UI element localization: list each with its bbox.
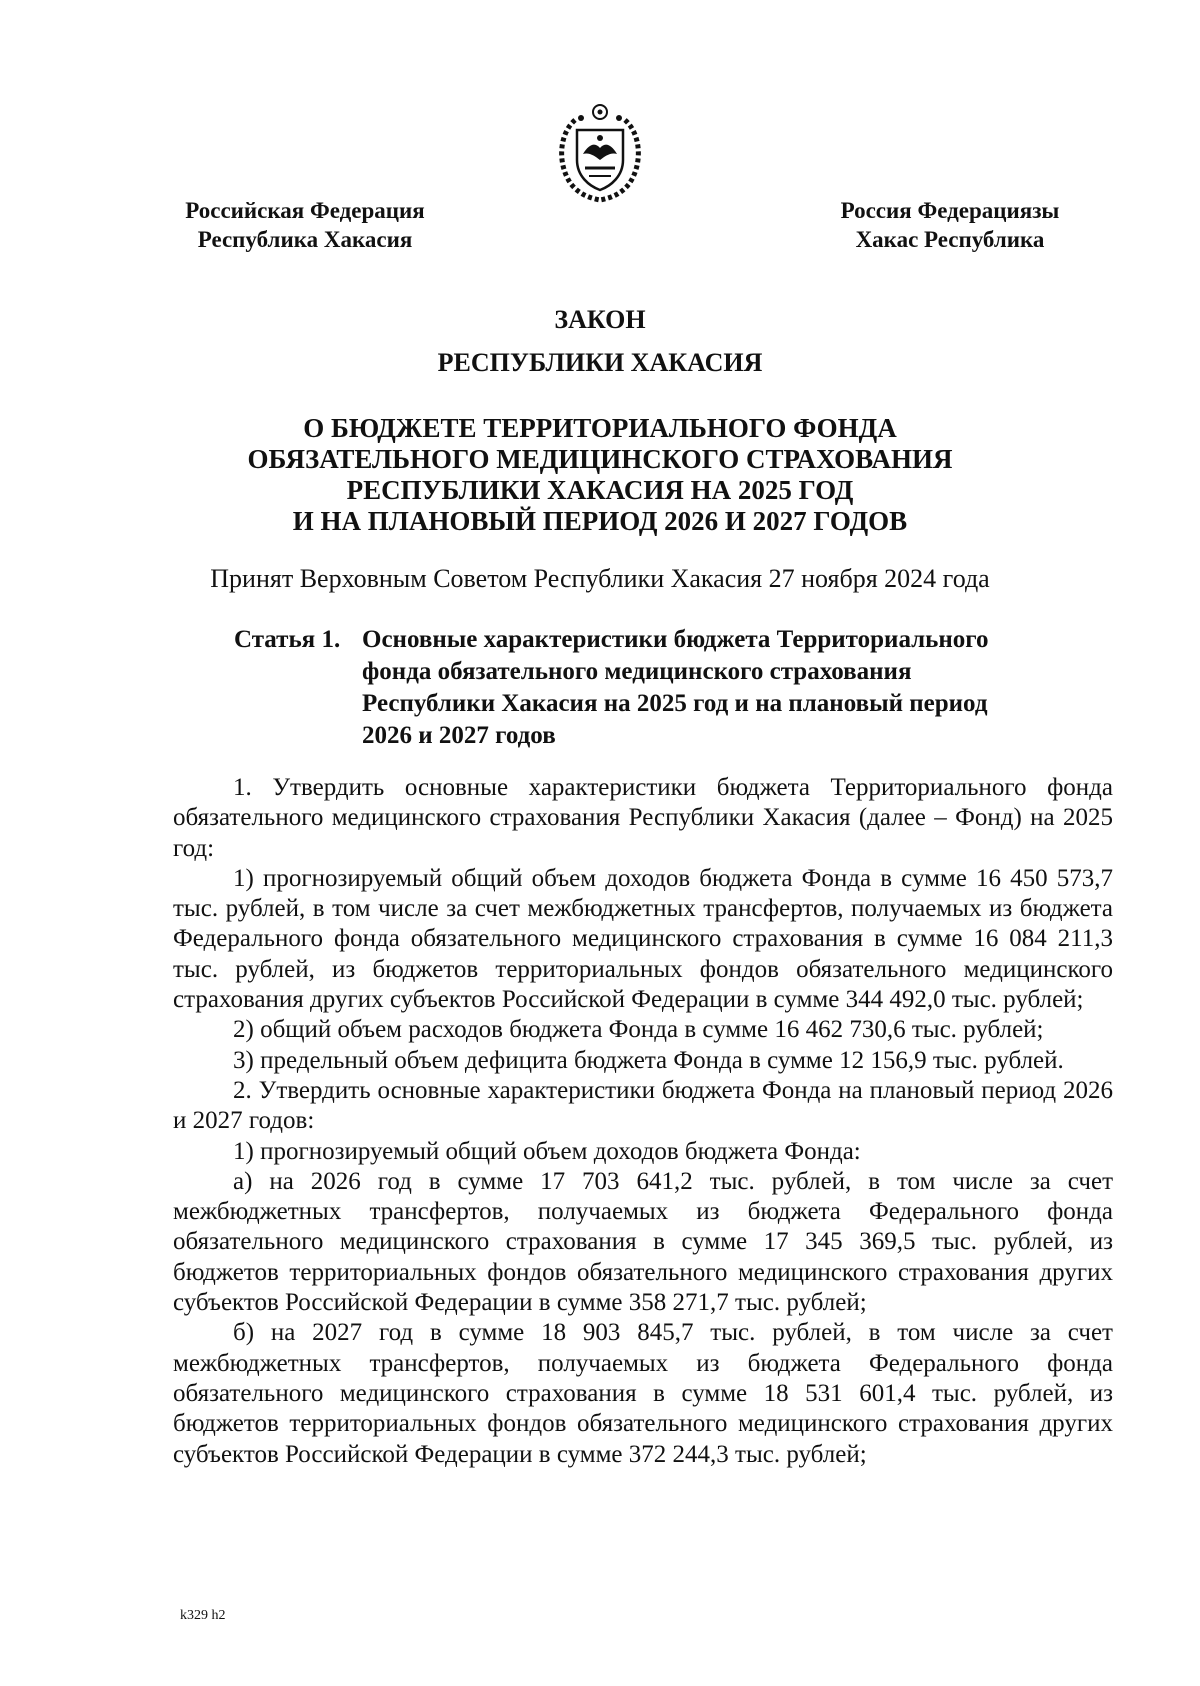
law-heading <box>0 298 1200 384</box>
header-left-line2: Республика Хакасия <box>197 227 413 252</box>
document-title-line3: РЕСПУБЛИКИ ХАКАСИЯ НА 2025 ГОД <box>346 475 854 505</box>
law-heading-line2: РЕСПУБЛИКИ ХАКАСИЯ <box>437 348 763 377</box>
article-title-line1: Основные характеристики бюджета Территориального <box>362 626 989 653</box>
paragraph-1-item-2: 2) общий объем расходов бюджета Фонда в сумме 16 462 730,6 тыс. рублей; <box>233 1016 1044 1044</box>
adoption-statement: Принят Верховным Советом Республики Хакасия 27 ноября 2024 года <box>210 564 990 593</box>
document-title-line4: И НА ПЛАНОВЫЙ ПЕРИОД 2026 И 2027 ГОДОВ <box>292 506 908 536</box>
document-title-line2: ОБЯЗАТЕЛЬНОГО МЕДИЦИНСКОГО СТРАХОВАНИЯ <box>247 444 953 474</box>
article-title-line3: Республики Хакасия на 2025 год и на плановый период <box>362 690 988 717</box>
article-heading <box>234 624 1094 752</box>
paragraph-1-item-1: 1) прогнозируемый общий объем доходов бюджета Фонда в сумме 16 450 573,7 тыс. рублей, в том числе за счет межбюджетных трансфертов, получаемых из бюджета Федерального фонда обязательного медицинского страхования в сумме 16 084 211,3 тыс. рублей, из бюджетов территориальных фондов обязательного медицинского страхования других субъектов Российской Федерации в сумме 344 492,0 тыс. рублей; <box>173 864 1113 1014</box>
document-title <box>0 413 1200 537</box>
law-heading-line1: ЗАКОН <box>554 305 646 334</box>
document-code: k329 h2 <box>180 1608 226 1623</box>
coat-of-arms-emblem-icon <box>545 98 655 208</box>
article-body <box>173 773 1113 1470</box>
paragraph-2-item-1a: а) на 2026 год в сумме 17 703 641,2 тыс. рублей, в том числе за счет межбюджетных трансфертов, получаемых из бюджета Федерального фонда обязательного медицинского страхования в сумме 17 345 369,5 тыс. рублей, из бюджетов территориальных фондов обязательного медицинского страхования других субъектов Российской Федерации в сумме 358 271,7 тыс. рублей; <box>173 1167 1113 1317</box>
header-left <box>160 196 450 254</box>
header-right-line2: Хакас Республика <box>855 227 1045 252</box>
header-right <box>820 196 1080 254</box>
paragraph-2-item-1b: б) на 2027 год в сумме 18 903 845,7 тыс. рублей, в том числе за счет межбюджетных трансфертов, получаемых из бюджета Федерального фонда обязательного медицинского страхования в сумме 18 531 601,4 тыс. рублей, из бюджетов территориальных фондов обязательного медицинского страхования других субъектов Российской Федерации в сумме 372 244,3 тыс. рублей; <box>173 1319 1113 1468</box>
article-title-line4: 2026 и 2027 годов <box>362 722 556 749</box>
paragraph-1: 1. Утвердить основные характеристики бюджета Территориального фонда обязательного медицинского страхования Республики Хакасия (далее – Фонд) на 2025 год: <box>173 774 1113 862</box>
header-right-line1: Россия Федерациязы <box>840 198 1060 223</box>
header-left-line1: Российская Федерация <box>185 198 425 223</box>
article-title-line2: фонда обязательного медицинского страхования <box>362 658 912 685</box>
paragraph-2-item-1: 1) прогнозируемый общий объем доходов бюджета Фонда: <box>233 1137 861 1165</box>
paragraph-2: 2. Утвердить основные характеристики бюджета Фонда на плановый период 2026 и 2027 годов: <box>173 1076 1113 1135</box>
paragraph-1-item-3: 3) предельный объем дефицита бюджета Фонда в сумме 12 156,9 тыс. рублей. <box>233 1046 1064 1074</box>
article-title <box>362 624 1094 752</box>
article-number: Статья 1. <box>234 626 341 653</box>
document-title-line1: О БЮДЖЕТЕ ТЕРРИТОРИАЛЬНОГО ФОНДА <box>303 413 897 443</box>
